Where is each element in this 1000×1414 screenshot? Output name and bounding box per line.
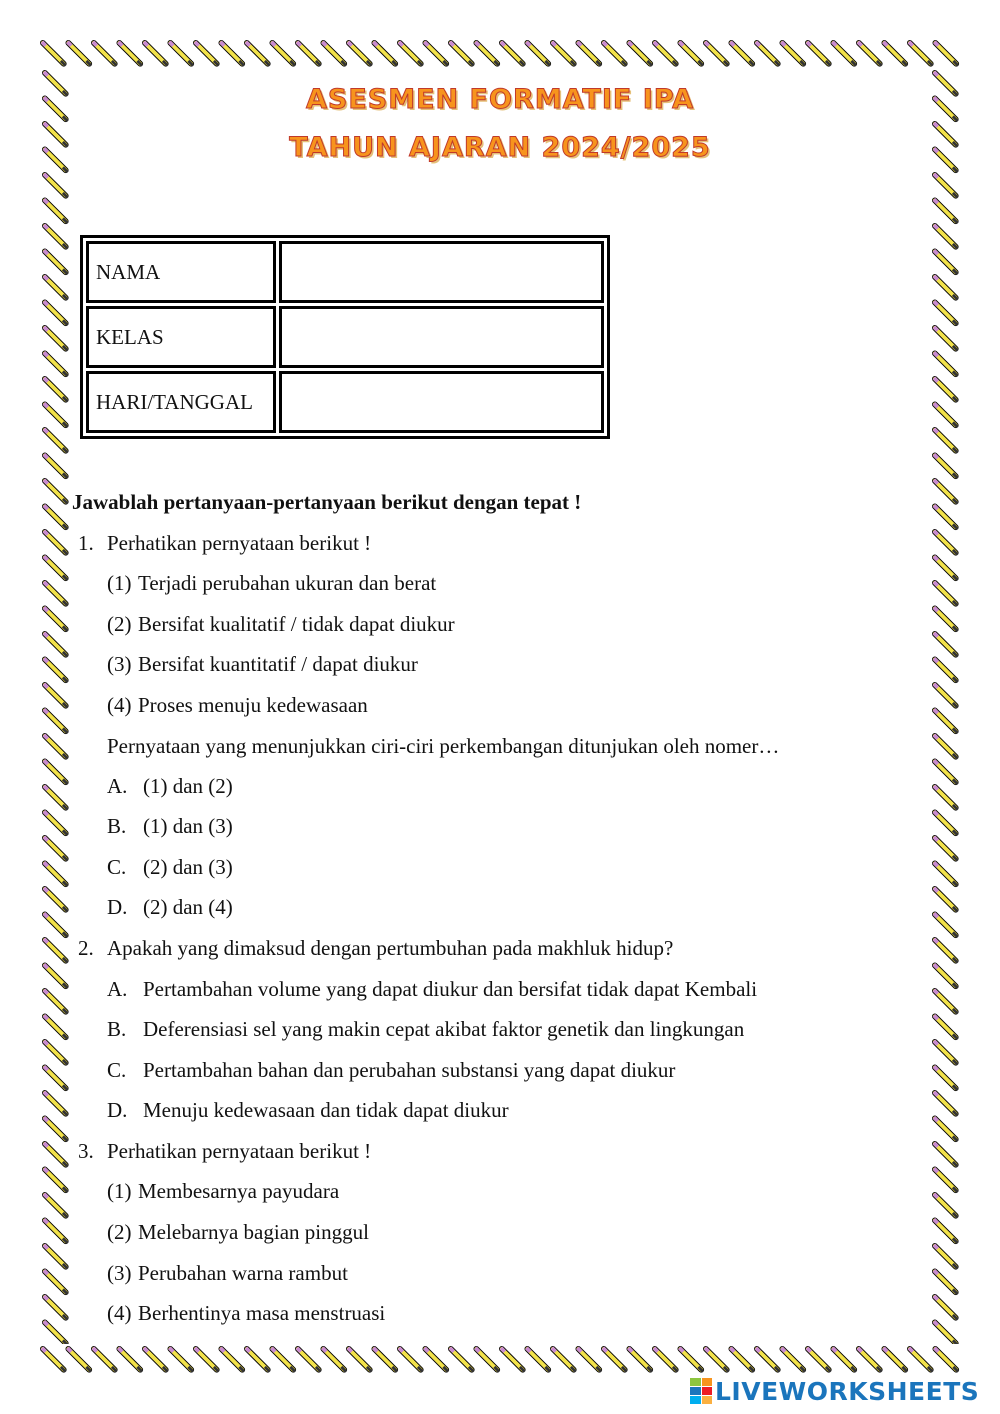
- pencil-icon: [44, 1041, 68, 1065]
- pencil-icon: [475, 1348, 499, 1372]
- q1-option-d[interactable]: (2) dan (4): [143, 895, 233, 919]
- pencil-icon: [909, 1348, 933, 1372]
- nama-field[interactable]: [279, 241, 604, 303]
- pencil-icon: [934, 964, 958, 988]
- pencil-icon: [654, 1348, 678, 1372]
- pencil-icon: [934, 607, 958, 631]
- pencil-icon: [44, 684, 68, 708]
- pencil-icon: [44, 403, 68, 427]
- pencil-icon: [934, 531, 958, 555]
- pencil-icon: [322, 1348, 346, 1372]
- q3-statement-num: (1): [107, 1179, 132, 1203]
- pencil-icon: [934, 1194, 958, 1218]
- q3-statement-text: Berhentinya masa menstruasi: [138, 1301, 386, 1325]
- pencil-icon: [526, 1348, 550, 1372]
- pencil-icon: [934, 1296, 958, 1320]
- pencil-icon: [934, 735, 958, 759]
- pencil-icon: [501, 42, 525, 66]
- pencil-icon: [934, 276, 958, 300]
- pencil-icon: [44, 1015, 68, 1039]
- pencil-icon: [246, 42, 270, 66]
- pencil-icon: [934, 429, 958, 453]
- pencil-icon: [44, 1168, 68, 1192]
- pencil-icon: [832, 42, 856, 66]
- pencil-icon: [44, 1092, 68, 1116]
- liveworksheets-logo[interactable]: [690, 1374, 979, 1408]
- pencil-icon: [934, 352, 958, 376]
- pencil-icon: [118, 1348, 142, 1372]
- pencil-icon: [44, 582, 68, 606]
- pencil-icon: [934, 1066, 958, 1090]
- pencil-icon: [934, 505, 958, 529]
- hari-tanggal-label: HARI/TANGGAL: [86, 371, 276, 433]
- pencil-icon: [934, 862, 958, 886]
- pencil-icon: [934, 378, 958, 402]
- q3-statement-num: (4): [107, 1301, 132, 1325]
- q1-option-letter: A.: [107, 774, 128, 798]
- pencil-icon: [42, 1348, 66, 1372]
- q1-option-b[interactable]: (1) dan (3): [143, 814, 233, 838]
- q2-option-letter: C.: [107, 1058, 127, 1082]
- pencil-icon: [44, 378, 68, 402]
- pencil-icon: [552, 42, 576, 66]
- pencil-icon: [169, 1348, 193, 1372]
- pencil-icon: [858, 1348, 882, 1372]
- pencil-icon: [297, 1348, 321, 1372]
- pencil-icon: [705, 1348, 729, 1372]
- pencil-icon: [450, 1348, 474, 1372]
- pencil-icon: [44, 607, 68, 631]
- q1-statement-text: Bersifat kuantitatif / dapat diukur: [138, 652, 418, 676]
- pencil-icon: [348, 1348, 372, 1372]
- q2-option-letter: D.: [107, 1098, 128, 1122]
- q3-number: 3.: [78, 1139, 94, 1163]
- pencil-icon: [934, 684, 958, 708]
- pencil-icon: [934, 582, 958, 606]
- pencil-icon: [475, 42, 499, 66]
- pencil-icon: [373, 1348, 397, 1372]
- pencil-icon: [44, 1066, 68, 1090]
- pencil-icon: [44, 837, 68, 861]
- pencil-icon: [679, 1348, 703, 1372]
- pencil-icon: [44, 862, 68, 886]
- pencil-icon: [883, 1348, 907, 1372]
- pencil-border-left: [40, 70, 72, 1344]
- pencil-icon: [44, 174, 68, 198]
- identity-row-nama: [86, 241, 604, 303]
- pencil-icon: [44, 1194, 68, 1218]
- pencil-icon: [44, 888, 68, 912]
- pencil-border-bottom: [40, 1344, 962, 1376]
- pencil-icon: [450, 42, 474, 66]
- pencil-icon: [934, 1321, 958, 1344]
- pencil-icon: [552, 1348, 576, 1372]
- pencil-icon: [44, 786, 68, 810]
- pencil-icon: [44, 1296, 68, 1320]
- q3-statement-num: (3): [107, 1261, 132, 1285]
- logo-square-icon: [690, 1378, 701, 1386]
- q3-statement-text: Melebarnya bagian pinggul: [138, 1220, 369, 1244]
- pencil-icon: [934, 1117, 958, 1141]
- pencil-icon: [399, 42, 423, 66]
- pencil-icon: [756, 42, 780, 66]
- pencil-icon: [271, 1348, 295, 1372]
- pencil-icon: [44, 505, 68, 529]
- pencil-icon: [934, 199, 958, 223]
- q2-option-d[interactable]: Menuju kedewasaan dan tidak dapat diukur: [143, 1098, 509, 1122]
- pencil-icon: [144, 1348, 168, 1372]
- hari-tanggal-field[interactable]: [279, 371, 604, 433]
- logo-square-icon: [690, 1387, 701, 1395]
- q1-statement-text: Bersifat kualitatif / tidak dapat diukur: [138, 612, 455, 636]
- pencil-icon: [44, 556, 68, 580]
- q2-option-a[interactable]: Pertambahan volume yang dapat diukur dan bersifat tidak dapat Kembali: [143, 977, 758, 1001]
- pencil-icon: [654, 42, 678, 66]
- pencil-icon: [628, 42, 652, 66]
- pencil-icon: [373, 42, 397, 66]
- pencil-icon: [195, 1348, 219, 1372]
- pencil-icon: [934, 913, 958, 937]
- pencil-icon: [603, 1348, 627, 1372]
- pencil-icon: [934, 1245, 958, 1269]
- pencil-icon: [807, 42, 831, 66]
- pencil-icon: [934, 174, 958, 198]
- pencil-icon: [220, 42, 244, 66]
- pencil-icon: [934, 633, 958, 657]
- pencil-icon: [501, 1348, 525, 1372]
- q2-option-c[interactable]: Pertambahan bahan dan perubahan substansi yang dapat diukur: [143, 1058, 676, 1082]
- pencil-icon: [44, 276, 68, 300]
- pencil-icon: [934, 556, 958, 580]
- pencil-icon: [44, 225, 68, 249]
- q1-statement-num: (1): [107, 571, 132, 595]
- instruction: Jawablah pertanyaan-pertanyaan berikut dengan tepat !: [72, 490, 582, 514]
- pencil-icon: [44, 735, 68, 759]
- pencil-icon: [348, 42, 372, 66]
- pencil-icon: [44, 990, 68, 1014]
- q1-statement-num: (2): [107, 612, 132, 636]
- pencil-icon: [44, 1270, 68, 1294]
- pencil-icon: [909, 42, 933, 66]
- pencil-icon: [934, 301, 958, 325]
- pencil-icon: [577, 1348, 601, 1372]
- pencil-icon: [526, 42, 550, 66]
- pencil-icon: [144, 42, 168, 66]
- pencil-icon: [934, 939, 958, 963]
- pencil-icon: [44, 327, 68, 351]
- logo-square-icon: [702, 1396, 713, 1404]
- pencil-icon: [44, 709, 68, 733]
- pencil-icon: [44, 913, 68, 937]
- pencil-icon: [730, 42, 754, 66]
- pencil-icon: [934, 1143, 958, 1167]
- pencil-icon: [577, 42, 601, 66]
- logo-square-icon: [702, 1387, 713, 1395]
- pencil-icon: [67, 1348, 91, 1372]
- q3-statement-num: (2): [107, 1220, 132, 1244]
- q1-option-letter: C.: [107, 855, 127, 879]
- title-line-2: TAHUN AJARAN 2024/2025: [289, 132, 711, 163]
- pencil-icon: [934, 327, 958, 351]
- pencil-icon: [934, 1041, 958, 1065]
- q1-statement-num: (4): [107, 693, 132, 717]
- pencil-icon: [44, 1219, 68, 1243]
- pencil-icon: [934, 1015, 958, 1039]
- q1-statement-text: Proses menuju kedewasaan: [138, 693, 368, 717]
- pencil-icon: [44, 454, 68, 478]
- q1-option-letter: D.: [107, 895, 128, 919]
- pencil-icon: [934, 1219, 958, 1243]
- pencil-icon: [603, 42, 627, 66]
- q3-text: Perhatikan pernyataan berikut !: [107, 1139, 372, 1163]
- logo-square-icon: [690, 1396, 701, 1404]
- logo-text: LIVEWORKSHEETS: [715, 1376, 980, 1406]
- pencil-icon: [934, 480, 958, 504]
- pencil-icon: [297, 42, 321, 66]
- kelas-label: KELAS: [86, 306, 276, 368]
- q1-option-letter: B.: [107, 814, 127, 838]
- pencil-icon: [44, 1245, 68, 1269]
- kelas-field[interactable]: [279, 306, 604, 368]
- pencil-icon: [195, 42, 219, 66]
- identity-row-hari-tanggal: [86, 371, 604, 433]
- pencil-icon: [220, 1348, 244, 1372]
- pencil-icon: [44, 199, 68, 223]
- pencil-icon: [271, 42, 295, 66]
- pencil-icon: [934, 1168, 958, 1192]
- pencil-icon: [44, 531, 68, 555]
- q1-statement-text: Terjadi perubahan ukuran dan berat: [138, 571, 437, 595]
- pencil-icon: [934, 658, 958, 682]
- q1-text: Perhatikan pernyataan berikut !: [107, 531, 372, 555]
- q2-option-letter: B.: [107, 1017, 127, 1041]
- q1-number: 1.: [78, 531, 94, 555]
- pencil-icon: [858, 42, 882, 66]
- pencil-icon: [44, 480, 68, 504]
- q2-option-letter: A.: [107, 977, 128, 1001]
- pencil-icon: [934, 1092, 958, 1116]
- logo-mark-icon: [690, 1378, 712, 1404]
- pencil-icon: [832, 1348, 856, 1372]
- pencil-icon: [322, 42, 346, 66]
- pencil-icon: [756, 1348, 780, 1372]
- pencil-icon: [44, 250, 68, 274]
- pencil-icon: [934, 990, 958, 1014]
- pencil-icon: [679, 42, 703, 66]
- pencil-icon: [781, 1348, 805, 1372]
- pencil-icon: [934, 403, 958, 427]
- pencil-border-right: [930, 70, 962, 1344]
- pencil-icon: [169, 42, 193, 66]
- pencil-border-top: [40, 38, 962, 70]
- title-line-1: ASESMEN FORMATIF IPA: [306, 84, 694, 115]
- pencil-icon: [934, 42, 958, 66]
- pencil-icon: [424, 42, 448, 66]
- pencil-icon: [44, 939, 68, 963]
- q2-number: 2.: [78, 936, 94, 960]
- pencil-icon: [934, 760, 958, 784]
- pencil-icon: [781, 42, 805, 66]
- nama-label: NAMA: [86, 241, 276, 303]
- pencil-icon: [44, 1143, 68, 1167]
- pencil-icon: [730, 1348, 754, 1372]
- logo-square-icon: [702, 1378, 713, 1386]
- pencil-icon: [934, 250, 958, 274]
- pencil-icon: [246, 1348, 270, 1372]
- pencil-icon: [44, 429, 68, 453]
- pencil-icon: [44, 633, 68, 657]
- pencil-icon: [399, 1348, 423, 1372]
- q3-statement-text: Perubahan warna rambut: [138, 1261, 348, 1285]
- pencil-icon: [934, 888, 958, 912]
- pencil-icon: [934, 786, 958, 810]
- q2-option-b[interactable]: Deferensiasi sel yang makin cepat akibat faktor genetik dan lingkungan: [143, 1017, 745, 1041]
- pencil-icon: [628, 1348, 652, 1372]
- pencil-icon: [934, 709, 958, 733]
- pencil-icon: [44, 301, 68, 325]
- pencil-icon: [807, 1348, 831, 1372]
- q2-text: Apakah yang dimaksud dengan pertumbuhan pada makhluk hidup?: [107, 936, 674, 960]
- pencil-icon: [934, 811, 958, 835]
- pencil-icon: [883, 42, 907, 66]
- pencil-icon: [44, 1117, 68, 1141]
- q1-option-c[interactable]: (2) dan (3): [143, 855, 233, 879]
- pencil-icon: [424, 1348, 448, 1372]
- q1-option-a[interactable]: (1) dan (2): [143, 774, 233, 798]
- pencil-icon: [44, 352, 68, 376]
- pencil-icon: [67, 42, 91, 66]
- identity-row-kelas: [86, 306, 604, 368]
- pencil-icon: [93, 42, 117, 66]
- q1-statement-num: (3): [107, 652, 132, 676]
- pencil-icon: [934, 837, 958, 861]
- pencil-icon: [44, 964, 68, 988]
- pencil-icon: [44, 760, 68, 784]
- pencil-icon: [934, 454, 958, 478]
- pencil-icon: [44, 1321, 68, 1344]
- q3-statement-text: Membesarnya payudara: [138, 1179, 340, 1203]
- identity-table: [80, 235, 610, 439]
- pencil-icon: [934, 1348, 958, 1372]
- pencil-icon: [705, 42, 729, 66]
- pencil-icon: [44, 658, 68, 682]
- pencil-icon: [42, 42, 66, 66]
- q1-prompt: Pernyataan yang menunjukkan ciri-ciri perkembangan ditunjukan oleh nomer…: [107, 734, 780, 758]
- pencil-icon: [44, 811, 68, 835]
- pencil-icon: [934, 225, 958, 249]
- pencil-icon: [93, 1348, 117, 1372]
- pencil-icon: [118, 42, 142, 66]
- pencil-icon: [934, 1270, 958, 1294]
